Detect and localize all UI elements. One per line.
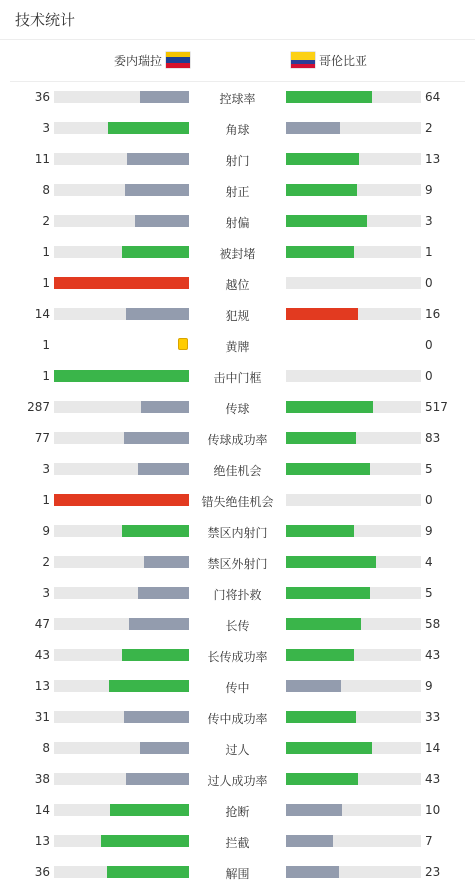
away-stat-bar	[286, 649, 421, 661]
away-stat-bar	[286, 91, 421, 103]
away-stat-bar	[286, 246, 421, 258]
stat-row	[0, 733, 475, 764]
away-stat-bar	[286, 401, 421, 413]
home-stat-fill	[108, 122, 189, 134]
away-stat-value: 43	[425, 772, 441, 786]
away-stat-value: 1	[425, 245, 433, 259]
stat-row	[0, 82, 475, 113]
stat-row	[0, 454, 475, 485]
home-stat-fill	[126, 308, 189, 320]
stat-row	[0, 702, 475, 733]
home-stat-bar	[54, 246, 189, 258]
home-stat-value: 2	[42, 214, 50, 228]
home-stat-fill	[138, 587, 189, 599]
away-stat-value: 14	[425, 741, 441, 755]
stat-label: 绝佳机会	[213, 464, 262, 478]
home-stat-bar	[54, 494, 189, 506]
home-stat-bar	[54, 556, 189, 568]
away-stat-value: 64	[425, 90, 441, 104]
stat-label: 黄牌	[225, 340, 250, 354]
home-stat-bar	[54, 711, 189, 723]
home-stat-fill	[141, 401, 189, 413]
home-stat-bar	[54, 773, 189, 785]
teams-bar	[10, 40, 465, 82]
away-stat-value: 4	[425, 555, 433, 569]
colombia-flag-icon	[291, 52, 315, 68]
stat-label: 被封堵	[219, 247, 256, 261]
stat-label: 禁区外射门	[207, 557, 268, 571]
stat-label: 射正	[225, 185, 250, 199]
home-stat-fill	[124, 432, 189, 444]
away-stat-bar	[286, 804, 421, 816]
home-stat-bar	[54, 370, 189, 382]
home-stat-bar	[54, 91, 189, 103]
away-stat-value: 5	[425, 586, 433, 600]
home-stat-value: 1	[42, 369, 50, 383]
away-stat-bar	[286, 153, 421, 165]
home-stat-value: 8	[42, 183, 50, 197]
away-stat-fill	[286, 866, 339, 878]
away-stat-bar	[286, 122, 421, 134]
stat-label: 错失绝佳机会	[201, 495, 274, 509]
home-stat-value: 1	[42, 245, 50, 259]
away-stat-fill	[286, 463, 370, 475]
stat-row	[0, 237, 475, 268]
away-stat-bar	[286, 184, 421, 196]
home-stat-value: 47	[34, 617, 50, 631]
stat-label: 解围	[225, 867, 250, 881]
stat-row	[0, 671, 475, 702]
stat-label: 犯规	[225, 309, 250, 323]
home-team	[114, 51, 190, 69]
away-stat-value: 0	[425, 493, 433, 507]
away-stat-value: 10	[425, 803, 441, 817]
away-stat-bar	[286, 835, 421, 847]
stat-row	[0, 826, 475, 857]
home-stat-value: 3	[42, 586, 50, 600]
yellow-card-icon	[178, 338, 188, 350]
away-team-name: 哥伦比亚	[319, 53, 368, 68]
home-stat-value: 287	[27, 400, 50, 414]
home-stat-fill	[109, 680, 189, 692]
home-stat-value: 1	[42, 338, 50, 352]
away-stat-fill	[286, 122, 340, 134]
stat-row	[0, 299, 475, 330]
away-stat-value: 9	[425, 183, 433, 197]
home-stat-value: 38	[34, 772, 50, 786]
away-stat-fill	[286, 401, 373, 413]
away-stat-bar	[286, 866, 421, 878]
away-stat-fill	[286, 711, 356, 723]
home-stat-fill	[54, 370, 189, 382]
away-stat-bar	[286, 494, 421, 506]
away-stat-fill	[286, 773, 358, 785]
home-stat-fill	[101, 835, 189, 847]
away-stat-bar	[286, 556, 421, 568]
home-stat-value: 13	[34, 679, 50, 693]
home-stat-fill	[144, 556, 189, 568]
home-stat-value: 14	[34, 307, 50, 321]
home-stat-bar	[54, 184, 189, 196]
home-stat-bar	[54, 153, 189, 165]
stat-row	[0, 857, 475, 888]
home-stat-bar	[54, 215, 189, 227]
away-stat-bar	[286, 463, 421, 475]
away-stat-fill	[286, 680, 341, 692]
away-stat-value: 0	[425, 369, 433, 383]
away-stat-value: 23	[425, 865, 441, 879]
home-stat-fill	[124, 711, 189, 723]
stat-row	[0, 516, 475, 547]
stat-row	[0, 640, 475, 671]
stat-label: 传球	[225, 402, 250, 416]
away-stat-bar	[286, 587, 421, 599]
away-stat-fill	[286, 525, 354, 537]
home-stat-bar	[54, 649, 189, 661]
home-stat-value: 8	[42, 741, 50, 755]
stat-label: 击中门框	[213, 371, 262, 385]
away-stat-bar	[286, 215, 421, 227]
away-stat-fill	[286, 618, 361, 630]
home-stat-fill	[129, 618, 189, 630]
away-stat-bar	[286, 711, 421, 723]
home-stat-value: 36	[34, 90, 50, 104]
stat-label: 拦截	[225, 836, 250, 850]
away-stat-fill	[286, 587, 370, 599]
away-stat-value: 58	[425, 617, 441, 631]
home-stat-value: 43	[34, 648, 50, 662]
home-stat-bar	[54, 463, 189, 475]
home-stat-value: 2	[42, 555, 50, 569]
away-stat-value: 13	[425, 152, 441, 166]
home-stat-value: 3	[42, 121, 50, 135]
home-stat-fill	[122, 246, 190, 258]
home-stat-fill	[110, 804, 189, 816]
stat-label: 射偏	[225, 216, 250, 230]
home-stat-fill	[135, 215, 189, 227]
stat-label: 过人成功率	[207, 774, 268, 788]
away-stat-value: 7	[425, 834, 433, 848]
away-stat-value: 0	[425, 276, 433, 290]
stat-row	[0, 361, 475, 392]
home-stat-value: 3	[42, 462, 50, 476]
home-stat-bar	[54, 587, 189, 599]
home-stat-value: 77	[34, 431, 50, 445]
stat-label: 长传	[225, 619, 250, 633]
stat-row	[0, 113, 475, 144]
away-stat-value: 33	[425, 710, 441, 724]
away-stat-fill	[286, 184, 357, 196]
away-stat-bar	[286, 773, 421, 785]
home-stat-fill	[122, 525, 190, 537]
stat-label: 长传成功率	[207, 650, 268, 664]
home-stat-bar	[54, 277, 189, 289]
stat-row	[0, 144, 475, 175]
away-stat-value: 43	[425, 648, 441, 662]
away-stat-bar	[286, 525, 421, 537]
stat-row	[0, 392, 475, 423]
away-stat-value: 9	[425, 524, 433, 538]
away-stat-fill	[286, 556, 376, 568]
home-stat-fill	[138, 463, 189, 475]
stat-label: 禁区内射门	[207, 526, 268, 540]
away-stat-fill	[286, 153, 359, 165]
home-stat-value: 36	[34, 865, 50, 879]
home-stat-bar	[54, 618, 189, 630]
home-stat-fill	[54, 494, 189, 506]
stat-row	[0, 330, 475, 361]
away-stat-bar	[286, 742, 421, 754]
stat-row	[0, 547, 475, 578]
home-stat-bar	[54, 804, 189, 816]
home-stat-bar	[54, 835, 189, 847]
stat-row	[0, 268, 475, 299]
stat-row	[0, 175, 475, 206]
home-stat-fill	[125, 184, 189, 196]
stat-label: 门将扑救	[213, 588, 262, 602]
away-stat-value: 9	[425, 679, 433, 693]
home-stat-bar	[54, 432, 189, 444]
away-stat-bar	[286, 432, 421, 444]
stat-label: 控球率	[219, 92, 256, 106]
stat-label: 抢断	[225, 805, 250, 819]
home-stat-fill	[126, 773, 189, 785]
home-stat-fill	[122, 649, 190, 661]
away-stat-value: 517	[425, 400, 448, 414]
away-stat-fill	[286, 215, 367, 227]
away-stat-bar	[286, 370, 421, 382]
away-stat-value: 2	[425, 121, 433, 135]
stat-row	[0, 485, 475, 516]
stat-row	[0, 609, 475, 640]
home-stat-bar	[54, 742, 189, 754]
stat-label: 传球成功率	[207, 433, 268, 447]
away-stat-fill	[286, 649, 354, 661]
away-team	[291, 51, 367, 69]
away-stat-bar	[286, 277, 421, 289]
home-stat-value: 11	[34, 152, 50, 166]
stat-label: 传中	[225, 681, 250, 695]
stat-row	[0, 423, 475, 454]
stats-header	[0, 0, 475, 40]
home-stat-value: 1	[42, 493, 50, 507]
away-stat-fill	[286, 742, 372, 754]
home-stat-bar	[54, 866, 189, 878]
stat-label: 传中成功率	[207, 712, 268, 726]
away-stat-value: 0	[425, 338, 433, 352]
page-title: 技术统计	[15, 11, 76, 29]
home-stat-value: 1	[42, 276, 50, 290]
stat-row	[0, 795, 475, 826]
away-stat-fill	[286, 246, 354, 258]
home-stat-value: 13	[34, 834, 50, 848]
away-stat-value: 5	[425, 462, 433, 476]
home-stat-bar	[54, 122, 189, 134]
away-stat-bar	[286, 680, 421, 692]
away-stat-value: 83	[425, 431, 441, 445]
home-stat-bar	[54, 401, 189, 413]
away-stat-value: 3	[425, 214, 433, 228]
stat-row	[0, 206, 475, 237]
home-stat-fill	[140, 91, 189, 103]
home-stat-bar	[54, 308, 189, 320]
away-stat-value: 16	[425, 307, 441, 321]
home-team-name: 委内瑞拉	[113, 53, 162, 68]
home-stat-value: 31	[34, 710, 50, 724]
home-stat-fill	[107, 866, 189, 878]
away-stat-bar	[286, 618, 421, 630]
home-stat-value: 9	[42, 524, 50, 538]
stat-row	[0, 764, 475, 795]
stats-list	[0, 82, 475, 888]
away-stat-fill	[286, 91, 372, 103]
home-stat-bar	[54, 525, 189, 537]
home-stat-fill	[140, 742, 189, 754]
stat-label: 角球	[225, 123, 250, 137]
home-stat-value: 14	[34, 803, 50, 817]
home-stat-fill	[54, 277, 189, 289]
away-stat-bar	[286, 308, 421, 320]
stat-label: 过人	[225, 743, 250, 757]
venezuela-flag-icon	[166, 52, 190, 68]
away-stat-fill	[286, 835, 333, 847]
away-stat-fill	[286, 804, 342, 816]
stat-label: 射门	[225, 154, 250, 168]
away-stat-fill	[286, 432, 356, 444]
home-stat-bar	[54, 680, 189, 692]
away-stat-fill	[286, 308, 358, 320]
home-stat-fill	[127, 153, 189, 165]
stat-row	[0, 578, 475, 609]
stat-label: 越位	[225, 278, 250, 292]
